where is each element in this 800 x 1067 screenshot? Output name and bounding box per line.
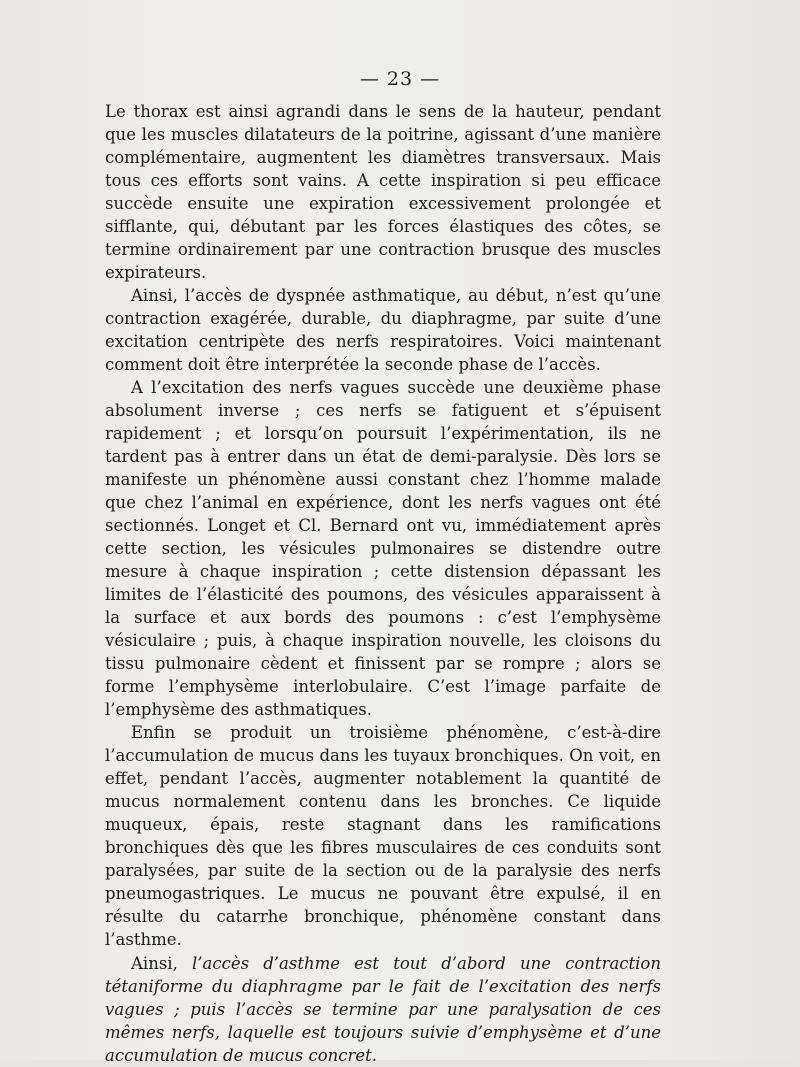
- page-number: — 23 —: [359, 68, 441, 90]
- closing-italic: l’accès d’asthme est tout d’abord une contraction tétaniforme du diaphragme par le fait de l’excitation des nerfs vagues ; puis l’accès se termine par une paralysation de ces mêmes nerfs, laquelle est toujours suivie d’emphysème et d’une accumulation de mucus concret.: [105, 954, 661, 1065]
- paragraph-3: A l’excitation des nerfs vagues succède une deuxième phase absolument inverse ; ces nerfs se fatiguent et s’épuisent rapidement ; et lorsqu’on poursuit l’expérimentation, ils ne tardent pas à entrer dans un état de demi-paralysie. Dès lors se manifeste un phénomène aussi constant chez l’homme malade que chez l’animal en expérience, dont les nerfs vagues ont été sectionnés. Longet et Cl. Bernard ont vu, immédiatement après cette section, les vésicules pulmonaires se distendre outre mesure à chaque inspiration ; cette distension dépassant les limites de l’élasticité des poumons, des vésicules apparaissent à la surface et aux bords des poumons : c’est l’emphysème vésiculaire ; puis, à chaque inspiration nouvelle, les cloisons du tissu pulmonaire cèdent et finissent par se rompre ; alors se forme l’emphysème interlobulaire. C’est l’image parfaite de l’emphysème des asthmatiques.: [105, 378, 661, 719]
- closing-lead: Ainsi,: [131, 954, 192, 973]
- closing-paragraph: [105, 952, 661, 1067]
- body-text: [105, 100, 661, 1067]
- paragraph-2: Ainsi, l’accès de dyspnée asthmatique, au début, n’est qu’une contraction exagérée, durable, du diaphragme, par suite d’une excitation centripète des nerfs respiratoires. Voici maintenant comment doit être interprétée la seconde phase de l’accès.: [105, 286, 661, 374]
- paragraph-1: Le thorax est ainsi agrandi dans le sens de la hauteur, pendant que les muscles dilatateurs de la poitrine, agissant d’une manière complémentaire, augmentent les diamètres transversaux. Mais tous ces efforts sont vains. A cette inspiration si peu efficace succède ensuite une expiration excessivement prolongée et sifflante, qui, débutant par les forces élastiques des côtes, se termine ordinairement par une contraction brusque des muscles expirateurs.: [105, 102, 661, 282]
- paragraph-4: Enfin se produit un troisième phénomène, c’est-à-dire l’accumulation de mucus dans les tuyaux bronchiques. On voit, en effet, pendant l’accès, augmenter notablement la quantité de mucus normalement contenu dans les bronches. Ce liquide muqueux, épais, reste stagnant dans les ramifications bronchiques dès que les fibres musculaires de ces conduits sont paralysées, par suite de la section ou de la paralysie des nerfs pneumogastriques. Le mucus ne pouvant être expulsé, il en résulte du catarrhe bronchique, phénomène constant dans l’asthme.: [105, 723, 661, 949]
